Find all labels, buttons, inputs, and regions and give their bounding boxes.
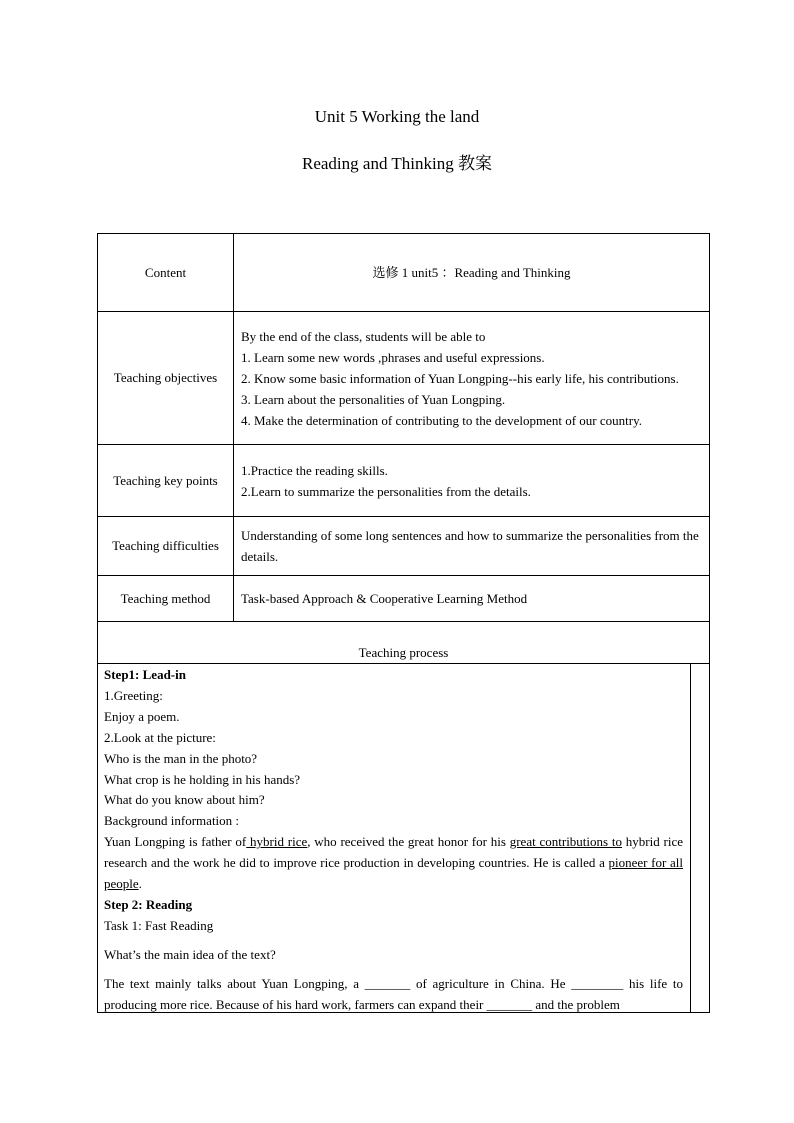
objective-line: 2. Know some basic information of Yuan Longping--his early life, his contributions. (241, 370, 679, 386)
question-2: What crop is he holding in his hands? (104, 771, 301, 787)
process-label: Teaching process (358, 645, 449, 660)
key-point-line: 2.Learn to summarize the personalities from the details. (241, 483, 531, 499)
poem: Enjoy a poem. (104, 708, 180, 724)
content-value: 选修 1 unit5 ：Reading and Thinking (234, 234, 710, 312)
difficulties-label: Teaching difficulties (98, 517, 234, 576)
process-header-row (98, 622, 710, 664)
greeting: 1.Greeting: (104, 687, 163, 703)
objective-line: 1. Learn some new words ,phrases and useful expressions. (241, 349, 545, 365)
content-label: Content (98, 234, 234, 312)
process-content (98, 664, 691, 1012)
method-label: Teaching method (98, 576, 234, 622)
look-at-picture: 2.Look at the picture: (104, 729, 216, 745)
key-points-label: Teaching key points (98, 445, 234, 517)
step1-title: Step1: Lead-in (104, 667, 186, 682)
process-body-row (98, 664, 710, 1013)
question-1: Who is the man in the photo? (104, 750, 258, 766)
main-idea-question: What’s the main idea of the text? (104, 946, 276, 962)
difficulties-value: Understanding of some long sentences and how to summarize the personalities from the details. (234, 517, 710, 576)
objective-line: 4. Make the determination of contributing to the development of our country. (241, 412, 642, 428)
document-subtitle: Reading and Thinking 教案 (302, 154, 492, 173)
key-points-cell (234, 445, 710, 517)
method-value: Task-based Approach & Cooperative Learning Method (234, 576, 710, 622)
content-row (98, 234, 710, 312)
objectives-cell (234, 312, 710, 445)
question-3: What do you know about him? (104, 792, 265, 808)
background-label: Background information : (104, 813, 240, 829)
objectives-row (98, 312, 710, 445)
background-paragraph: Yuan Longping is father of hybrid rice, who received the great honor for his great contributions to hybrid rice research and the work he did to improve rice production in developing countries. He is called a pioneer for all people. (104, 834, 683, 892)
step2-title: Step 2: Reading (104, 896, 193, 912)
document-title: Unit 5 Working the land (314, 107, 480, 126)
method-row (98, 576, 710, 622)
summary-paragraph: The text mainly talks about Yuan Longping, a _______ of agriculture in China. He ________ his life to producing more rice. Because of his hard work, farmers can expand their _______ and the problem (104, 975, 683, 1012)
process-cell (98, 664, 710, 1013)
objective-line: By the end of the class, students will be able to (241, 328, 486, 344)
process-header (98, 622, 710, 664)
task-1: Task 1: Fast Reading (104, 917, 214, 933)
objective-line: 3. Learn about the personalities of Yuan Longping. (241, 391, 506, 407)
key-point-line: 1.Practice the reading skills. (241, 462, 388, 478)
difficulties-row (98, 517, 710, 576)
objectives-label: Teaching objectives (98, 312, 234, 445)
key-points-row (98, 445, 710, 517)
lesson-plan-table (97, 233, 710, 1013)
